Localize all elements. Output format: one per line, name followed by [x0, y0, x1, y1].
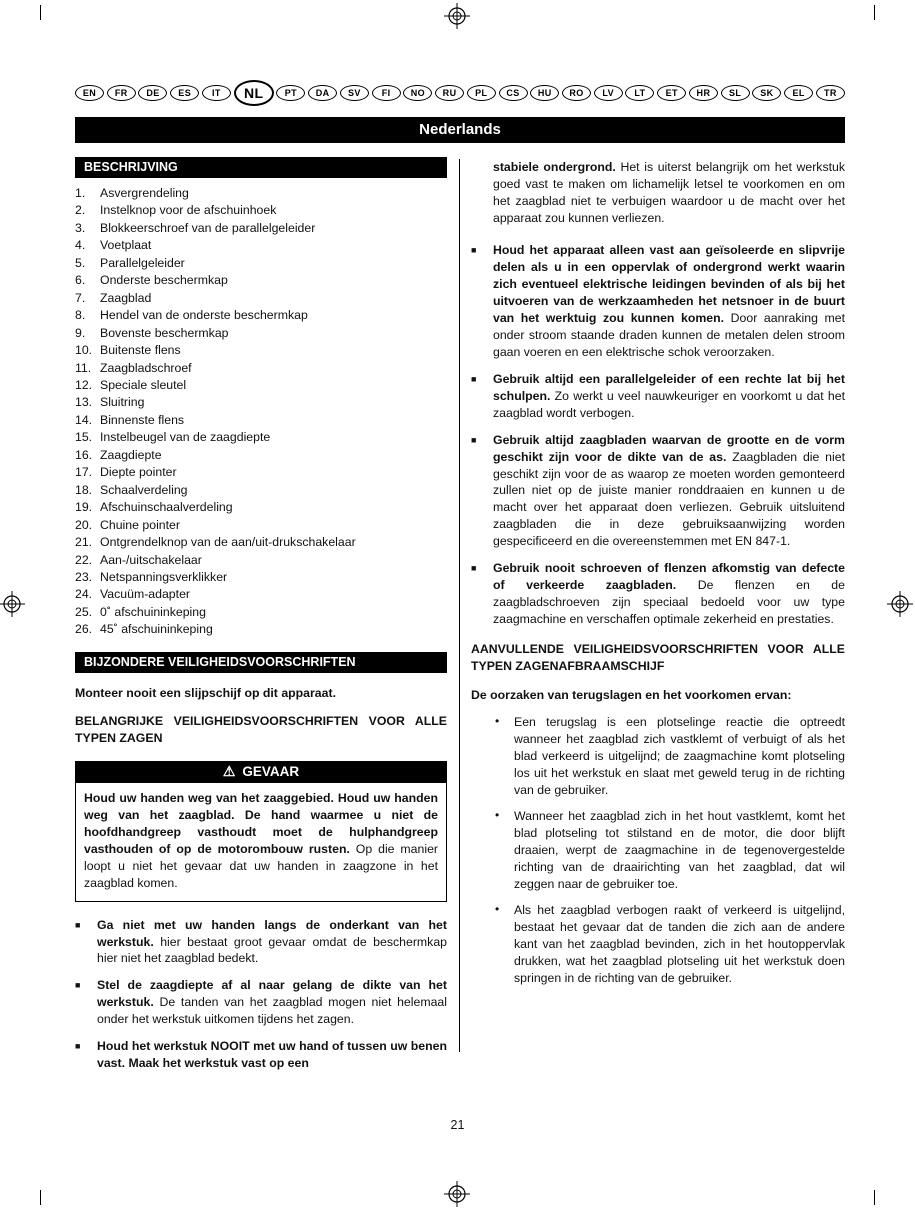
parts-list-item [75, 325, 447, 342]
language-bar [75, 80, 845, 106]
parts-list-item [75, 272, 447, 289]
square-bullet-icon: ■ [471, 373, 477, 384]
page-number: 21 [450, 1118, 465, 1132]
language-pill: ES [170, 85, 199, 101]
registration-mark-icon [444, 3, 470, 29]
section-title: BIJZONDERE VEILIGHEIDSVOORSCHRIFTEN [84, 654, 356, 669]
safety-bullet [75, 977, 447, 1028]
parts-list-item [75, 237, 447, 254]
trim-mark [40, 5, 41, 20]
parts-list-item [75, 447, 447, 464]
parts-list-item [75, 552, 447, 569]
part-label: Aan-/uitschakelaar [100, 552, 202, 567]
part-label: Speciale sleutel [100, 377, 187, 392]
safety-bullet [471, 432, 845, 551]
square-bullet-icon: ■ [75, 1041, 81, 1052]
bullet-rest-text: Zaagbladen die niet geschikt zijn voor de as waarop ze moeten worden gemonteerd zullen niet op de juiste manier ronddraaien en kunnen u de macht over het apparaat doen verliezen. Gebruik uitsluitend zaagbladen die in deze gebruiksaanwijzing worden gespecificeerd en die overeenstemmen met EN 847-1. [493, 449, 845, 549]
language-pill: NO [403, 85, 432, 101]
right-column [471, 157, 845, 1072]
language-pill: EN [75, 85, 104, 101]
part-number: 25. [75, 604, 93, 619]
section-header-beschrijving [75, 157, 447, 178]
part-label: Onderste beschermkap [100, 273, 228, 288]
danger-box [75, 783, 447, 902]
safety-bullet [471, 242, 845, 361]
language-pill: PL [467, 85, 496, 101]
part-number: 2. [75, 203, 86, 218]
language-pill: DA [308, 85, 337, 101]
parts-list-item [75, 499, 447, 516]
part-number: 9. [75, 325, 86, 340]
parts-list-item [75, 517, 447, 534]
cause-bullet [495, 808, 845, 893]
language-pill: LV [594, 85, 623, 101]
part-label: Ontgrendelknop van de aan/uit-drukschakelaar [100, 535, 356, 550]
square-bullet-icon: ■ [471, 563, 477, 574]
causes-heading: De oorzaken van terugslagen en het voorkomen ervan: [471, 688, 792, 703]
part-number: 18. [75, 482, 93, 497]
part-number: 3. [75, 220, 86, 235]
parts-list-item [75, 464, 447, 481]
parts-list-item [75, 604, 447, 621]
safety-bullet [471, 560, 845, 628]
language-pill: ET [657, 85, 686, 101]
part-number: 1. [75, 186, 86, 200]
part-number: 22. [75, 552, 93, 567]
registration-mark-icon [887, 591, 913, 617]
bullet-rest-text: Zo werkt u veel nauwkeuriger en voorkomt u dat het zaagblad wordt verbogen. [493, 388, 845, 420]
bullet-bold-text: Gebruik nooit schroeven of flenzen afkomstig van defecte of verkeerde zaagbladen. [493, 561, 845, 593]
parts-list-item [75, 482, 447, 499]
parts-list-item [75, 202, 447, 219]
bullet-bold-text: Gebruik altijd zaagbladen waarvan de grootte en de vorm geschikt zijn voor de dikte van de as. [493, 432, 845, 464]
bullet-bold-text: Ga niet met uw handen langs de onderkant van het werkstuk. [97, 917, 447, 949]
cause-bullets [495, 714, 845, 987]
parts-list-item [75, 569, 447, 586]
parts-list-item [75, 290, 447, 307]
left-column [75, 157, 447, 1072]
part-label: Parallelgeleider [100, 255, 185, 270]
part-label: Voetplaat [100, 238, 152, 253]
language-pill-active: NL [234, 80, 274, 106]
danger-rest-text: Op die manier loopt u niet het gevaar dat uw handen in zaagzone in het zaagblad komen. [84, 841, 439, 890]
square-bullet-icon: ■ [75, 980, 81, 991]
parts-list-item [75, 377, 447, 394]
language-pill: LT [625, 85, 654, 101]
language-pill: HR [689, 85, 718, 101]
part-label: Chuine pointer [100, 517, 180, 532]
language-pill: SV [340, 85, 369, 101]
part-number: 10. [75, 343, 93, 358]
part-label: 0˚ afschuininkeping [100, 604, 206, 619]
cause-text: Als het zaagblad verbogen raakt of verkeerd is uitgelijnd, bestaat het gevaar dat de tanden die zich aan de andere kant van het zaagblad bevinden, zich in het houtoppervlak drukken, wat het zaagblad plotseling uit het werkstuk doen springen in de richting van de gebruiker. [514, 902, 845, 985]
part-label: Netspanningsverklikker [100, 569, 228, 584]
safety-bullet [75, 917, 447, 968]
language-pill: IT [202, 85, 231, 101]
continuation-rest-text: Het is uiterst belangrijk om het werkstuk goed vast te maken om lichamelijk letsel te voorkomen en om het zaagblad niet te verbuigen waardoor u de macht over het apparaat zou kunnen verliezen. [493, 160, 845, 225]
mount-warning-note: Monteer nooit een slijpschijf op dit apparaat. [75, 685, 336, 700]
bullet-rest-text: De flenzen en de zaagbladschroeven zijn speciaal bedoeld voor uw type zaagmachine en verschaffen optimale zekerheid en prestaties. [493, 578, 845, 627]
language-pill: HU [530, 85, 559, 101]
language-pill: EL [784, 85, 813, 101]
part-number: 26. [75, 622, 93, 637]
language-pill: FR [107, 85, 136, 101]
part-label: Zaagblad [100, 290, 152, 305]
bullet-rest-text: Door aanraking met onder stroom staande draden kunnen de metalen delen stroom gaan voeren en een elektrische schok veroorzaken. [493, 310, 846, 359]
right-safety-bullets [471, 242, 845, 628]
part-label: Zaagdiepte [100, 447, 162, 462]
registration-mark-icon [0, 591, 25, 617]
danger-label: GEVAAR [242, 763, 300, 779]
trim-mark [40, 1190, 41, 1205]
part-number: 15. [75, 430, 93, 445]
part-label: Bovenste beschermkap [100, 325, 229, 340]
language-pill: PT [276, 85, 305, 101]
parts-list-item [75, 185, 447, 202]
part-label: Hendel van de onderste beschermkap [100, 308, 308, 323]
section-title: BESCHRIJVING [84, 160, 178, 174]
trim-mark [874, 1190, 875, 1205]
language-pill: CS [499, 85, 528, 101]
parts-list-item [75, 255, 447, 272]
part-label: Vacuüm-adapter [100, 587, 190, 602]
bullet-bold-text: Houd het werkstuk NOOIT met uw hand of tussen uw benen vast. Maak het werkstuk vast op een [97, 1039, 447, 1071]
square-bullet-icon: ■ [471, 434, 477, 445]
part-number: 7. [75, 290, 86, 305]
continuation-paragraph [493, 159, 845, 227]
part-label: Sluitring [100, 395, 145, 410]
parts-list-item [75, 534, 447, 551]
part-label: 45˚ afschuininkeping [100, 622, 213, 637]
cause-bullet [495, 902, 845, 987]
important-heading: BELANGRIJKE VEILIGHEIDSVOORSCHRIFTEN VOOR ALLE TYPEN ZAGEN [75, 713, 447, 745]
cause-text: Een terugslag is een plotselinge reactie die optreedt wanneer het zaagblad zich vastklemt of verbuigt of als het blad verkeerd is uitgelijnd; de zaagmachine komt plotseling los uit het werkstuk en slaat met geweld terug in de richting van de gebruiker. [514, 715, 845, 797]
part-number: 4. [75, 238, 86, 253]
language-pill: SL [721, 85, 750, 101]
parts-list-item [75, 586, 447, 603]
language-pill: RO [562, 85, 591, 101]
part-number: 17. [75, 465, 93, 480]
cause-text: Wanneer het zaagblad zich in het hout vastklemt, komt het blad plotseling tot stilstand en de motor, die door blijft draaien, werpt de zaagmachine in de tegenovergestelde richting van de draairichting van het zaagblad, dat wil zeggen naar de gebruiker toe. [514, 808, 845, 891]
safety-bullet [75, 1038, 447, 1072]
language-pill: FI [372, 85, 401, 101]
danger-header [75, 761, 447, 783]
danger-bold-text: Houd uw handen weg van het zaaggebied. Houd uw handen weg van het zaagblad. De hand waarmee u niet de hoofdhandgreep vasthoudt moet de hulphandgreep vasthouden of op de motorombouw rusten. [84, 790, 438, 856]
part-label: Buitenste flens [100, 343, 181, 358]
parts-list-item [75, 412, 447, 429]
warning-icon: ⚠ [222, 763, 236, 780]
page-title-bar [75, 117, 845, 143]
part-label: Binnenste flens [100, 412, 185, 427]
safety-bullet [471, 371, 845, 422]
parts-list-item [75, 220, 447, 237]
bullet-bold-text: Houd het apparaat alleen vast aan geïsoleerde en slipvrije delen als u in een oppervlak of ondergrond werkt waarin zich eventueel elektrische leidingen bevinden of als bij het uitvoeren van de werkzaamheden het netsnoer in de buurt van het werktuig zou kunnen komen. [493, 242, 845, 325]
bullet-bold-text: Stel de zaagdiepte af al naar gelang de dikte van het werkstuk. [97, 978, 447, 1010]
dot-bullet-icon: • [495, 714, 500, 729]
parts-list-item [75, 394, 447, 411]
part-number: 11. [75, 360, 92, 375]
parts-list-item [75, 360, 447, 377]
square-bullet-icon: ■ [471, 244, 477, 255]
part-number: 21. [75, 535, 93, 550]
part-label: Blokkeerschroef van de parallelgeleider [100, 220, 316, 235]
two-column-layout [75, 157, 845, 1072]
dot-bullet-icon: • [495, 901, 500, 916]
part-number: 23. [75, 569, 93, 584]
parts-list-item [75, 342, 447, 359]
cause-bullet [495, 714, 845, 799]
trim-mark [874, 5, 875, 20]
language-pill: DE [138, 85, 167, 101]
parts-list [75, 185, 447, 639]
continuation-bold-text: stabiele ondergrond. [493, 160, 616, 174]
part-number: 12. [75, 377, 93, 392]
dot-bullet-icon: • [495, 807, 500, 822]
bullet-rest-text: De tanden van het zaagblad mogen niet helemaal onder het werkstuk uitkomen tijdens het zagen. [97, 995, 447, 1027]
language-pill: RU [435, 85, 464, 101]
part-number: 14. [75, 412, 93, 427]
part-label: Instelknop voor de afschuinhoek [100, 203, 277, 218]
bullet-rest-text: hier bestaat groot gevaar omdat de beschermkap hier niet het zaagblad bedekt. [97, 934, 448, 966]
part-label: Diepte pointer [100, 465, 177, 480]
part-label: Afschuinschaalverdeling [100, 500, 233, 515]
part-label: Instelbeugel van de zaagdiepte [100, 430, 271, 445]
square-bullet-icon: ■ [75, 919, 81, 930]
page-title: Nederlands [419, 121, 501, 138]
bullet-bold-text: Gebruik altijd een parallelgeleider of een rechte lat bij het schulpen. [493, 371, 845, 403]
part-number: 8. [75, 308, 86, 323]
language-pill: SK [752, 85, 781, 101]
parts-list-item [75, 307, 447, 324]
part-number: 24. [75, 587, 93, 602]
part-number: 16. [75, 447, 93, 462]
section-header-veiligheid [75, 652, 447, 673]
part-number: 5. [75, 255, 86, 270]
registration-mark-icon [444, 1181, 470, 1207]
part-label: Asvergrendeling [100, 186, 189, 200]
parts-list-item [75, 621, 447, 638]
parts-list-item [75, 429, 447, 446]
part-number: 6. [75, 273, 86, 288]
part-label: Zaagbladschroef [100, 360, 192, 375]
part-number: 13. [75, 395, 93, 410]
language-pill: TR [816, 85, 845, 101]
additional-heading: AANVULLENDE VEILIGHEIDSVOORSCHRIFTEN VOOR ALLE TYPEN ZAGENAFBRAAMSCHIJF [471, 642, 845, 674]
column-divider [459, 159, 460, 1052]
part-number: 19. [75, 500, 93, 515]
part-number: 20. [75, 517, 93, 532]
part-label: Schaalverdeling [100, 482, 188, 497]
left-safety-bullets [75, 917, 447, 1073]
